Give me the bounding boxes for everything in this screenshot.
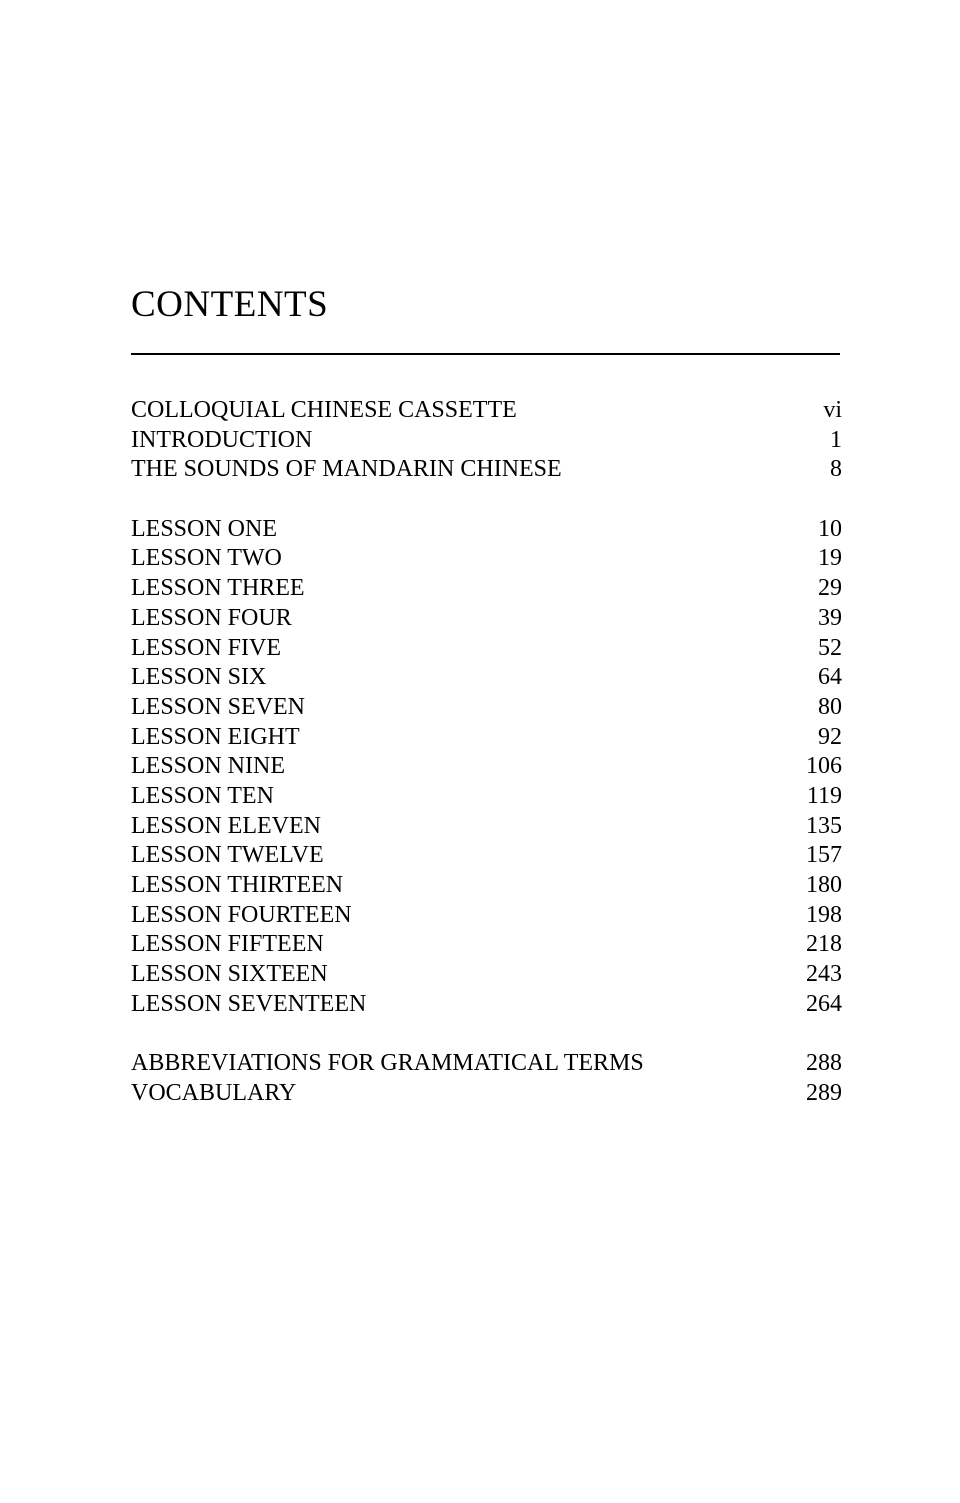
toc-entry-label: THE SOUNDS OF MANDARIN CHINESE — [131, 456, 562, 483]
toc-entry-page: 10 — [818, 515, 842, 542]
toc-entry-label: LESSON TWO — [131, 545, 282, 572]
toc-entry-page: 264 — [806, 990, 842, 1017]
toc-entry-label: LESSON FOUR — [131, 604, 292, 631]
toc-entry-label: LESSON FOURTEEN — [131, 901, 352, 928]
toc-entry-label: LESSON THIRTEEN — [131, 872, 344, 898]
toc-entry-page: 289 — [806, 1079, 842, 1106]
toc-entry[interactable] — [131, 812, 842, 842]
toc-entry[interactable] — [131, 930, 842, 960]
toc-entry[interactable] — [131, 871, 842, 901]
toc-entry[interactable] — [131, 901, 842, 931]
toc-entry-label: LESSON NINE — [131, 753, 285, 780]
toc-entry-page: 288 — [806, 1050, 842, 1077]
toc-entry-page: 92 — [818, 723, 842, 750]
toc-entry-label: LESSON FIFTEEN — [131, 931, 324, 958]
toc-entry[interactable] — [131, 990, 842, 1020]
toc-entry-page: 39 — [818, 604, 842, 631]
toc-entry[interactable] — [131, 634, 842, 664]
toc-entry-label: COLLOQUIAL CHINESE CASSETTE — [131, 397, 517, 423]
toc-entry[interactable] — [131, 960, 842, 990]
toc-entry[interactable] — [131, 574, 842, 604]
toc-entry-page: vi — [823, 397, 842, 423]
toc-entry[interactable] — [131, 1079, 842, 1109]
toc-entry-label: LESSON TWELVE — [131, 842, 324, 869]
toc-entry-label: LESSON SEVEN — [131, 693, 306, 720]
toc-group-front-matter — [131, 396, 842, 485]
toc-entry[interactable] — [131, 426, 842, 456]
toc-entry[interactable] — [131, 604, 842, 634]
toc-entry-label: LESSON THREE — [131, 575, 305, 602]
toc-entry-page: 8 — [830, 456, 842, 483]
toc-group-back-matter — [131, 1049, 842, 1108]
toc-entry-label: VOCABULARY — [131, 1079, 297, 1106]
toc-entry[interactable] — [131, 693, 842, 723]
toc-entry[interactable] — [131, 723, 842, 753]
toc-entry[interactable] — [131, 544, 842, 574]
toc-entry[interactable] — [131, 663, 842, 693]
toc-entry-page: 29 — [818, 575, 842, 602]
toc-entry-page: 64 — [818, 664, 842, 691]
toc-entry[interactable] — [131, 1049, 842, 1079]
toc-entry[interactable] — [131, 841, 842, 871]
page-title: CONTENTS — [131, 284, 329, 325]
toc-entry-page: 135 — [806, 812, 842, 839]
toc-entry-label: LESSON SIXTEEN — [131, 961, 328, 988]
toc-entry-label: LESSON SEVENTEEN — [131, 990, 367, 1017]
title-divider — [131, 353, 840, 355]
toc-entry-page: 243 — [806, 961, 842, 988]
toc-entry[interactable] — [131, 515, 842, 545]
toc-entry-label: LESSON EIGHT — [131, 723, 300, 750]
toc-entry-page: 218 — [806, 931, 842, 958]
toc-entry-page: 180 — [806, 872, 842, 898]
toc-group-lessons — [131, 515, 842, 1020]
toc-entry-page: 52 — [818, 634, 842, 661]
table-of-contents — [131, 396, 842, 1109]
toc-entry-page: 106 — [806, 753, 842, 780]
toc-entry[interactable] — [131, 396, 842, 426]
toc-entry-page: 19 — [818, 545, 842, 572]
toc-entry-label: LESSON TEN — [131, 782, 274, 809]
toc-entry-label: LESSON FIVE — [131, 634, 282, 661]
toc-entry-label: INTRODUCTION — [131, 426, 313, 453]
toc-entry[interactable] — [131, 782, 842, 812]
toc-entry-label: ABBREVIATIONS FOR GRAMMATICAL TERMS — [131, 1050, 644, 1077]
toc-entry-page: 119 — [806, 782, 842, 809]
toc-entry-page: 80 — [818, 693, 842, 720]
toc-entry-page: 157 — [806, 842, 842, 869]
toc-entry-label: LESSON SIX — [131, 664, 267, 691]
toc-entry-label: LESSON ONE — [131, 515, 278, 542]
toc-entry-page: 198 — [806, 901, 842, 928]
toc-entry-page: 1 — [830, 426, 842, 453]
toc-entry-label: LESSON ELEVEN — [131, 812, 321, 839]
toc-entry[interactable] — [131, 752, 842, 782]
toc-entry[interactable] — [131, 455, 842, 485]
